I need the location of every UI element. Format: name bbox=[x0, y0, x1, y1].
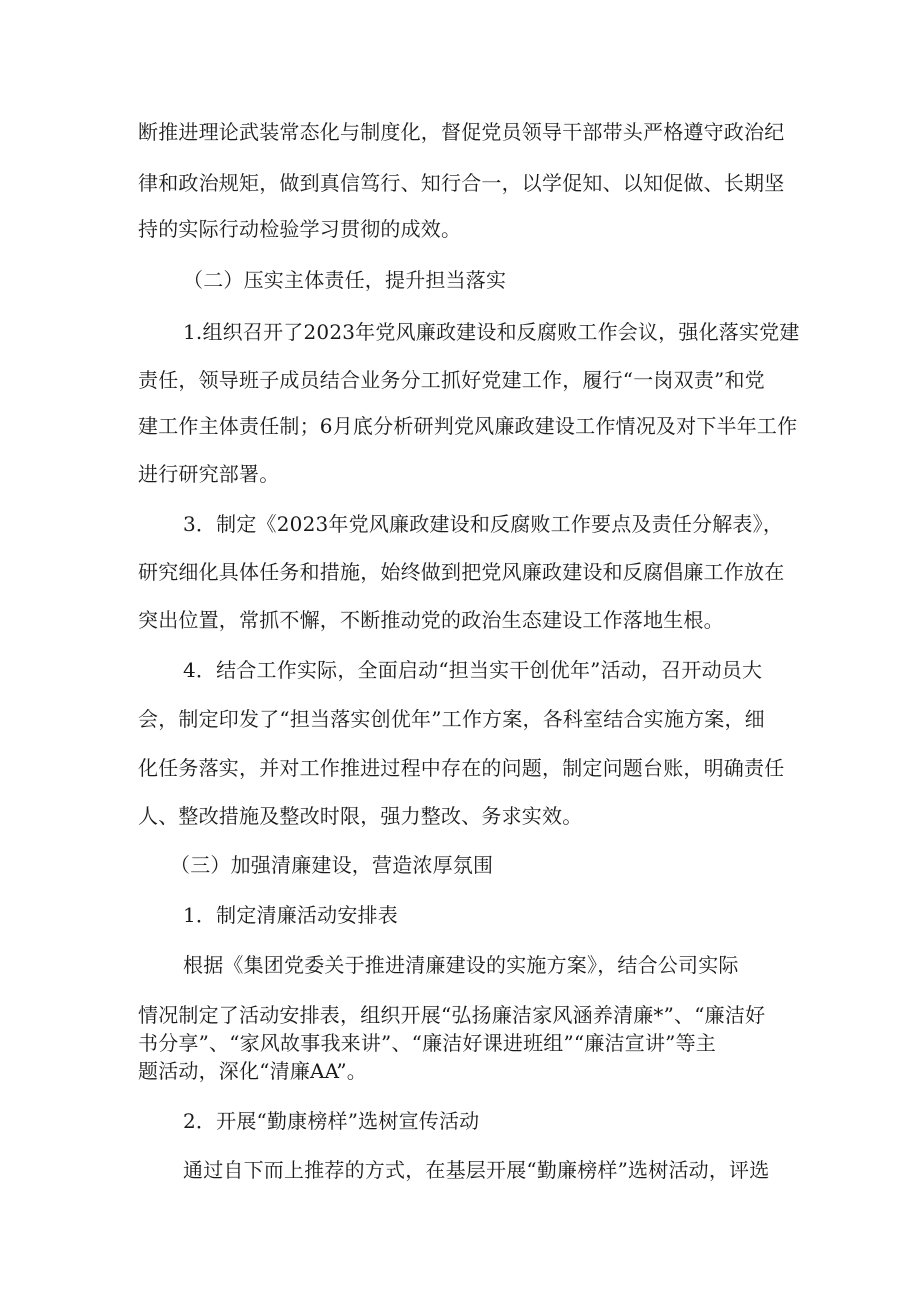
text-line: 通过自下而上推荐的方式，在基层开展“勤廉榜样”选树活动，评选 bbox=[183, 1158, 770, 1182]
text-line: 题活动，深化“清廉AA”。 bbox=[138, 1059, 367, 1083]
text-line: 责任，领导班子成员结合业务分工抓好党建工作，履行“一岗双责”和党 bbox=[138, 368, 765, 392]
text-line: 2．开展“勤康榜样”选树宣传活动 bbox=[183, 1109, 480, 1133]
text-line: 3．制定《2023年党风廉政建设和反腐败工作要点及责任分解表》， bbox=[183, 512, 784, 536]
text-line: 突出位置，常抓不懈，不断推动党的政治生态建设工作落地生根。 bbox=[138, 608, 724, 632]
section-heading: （二）压实主体责任，提升担当落实 bbox=[183, 268, 507, 292]
section-heading: （三）加强清廉建设，营造浓厚氛围 bbox=[170, 853, 494, 877]
text-line: 进行研究部署。 bbox=[138, 462, 280, 486]
text-line: 会，制定印发了“担当落实创优年”工作方案，各科室结合实施方案，细 bbox=[138, 707, 765, 731]
text-line: 持的实际行动检验学习贯彻的成效。 bbox=[138, 217, 462, 241]
text-line: 根据《集团党委关于推进清廉建设的实施方案》，结合公司实际 bbox=[183, 953, 739, 977]
text-line: 1.组织召开了2023年党风廉政建设和反腐败工作会议，强化落实党建 bbox=[183, 320, 800, 344]
text-line: 律和政治规矩，做到真信笃行、知行合一，以学促知、以知促做、长期坚 bbox=[138, 171, 785, 195]
text-line: 断推进理论武装常态化与制度化，督促党员领导干部带头严格遵守政治纪 bbox=[138, 120, 785, 144]
text-line: 书分享”、“家风故事我来讲”、“廉洁好课进班组”“廉洁宣讲”等主 bbox=[138, 1031, 716, 1055]
text-line: 人、整改措施及整改时限，强力整改、务求实效。 bbox=[138, 804, 583, 828]
text-line: 情况制定了活动安排表，组织开展“弘扬廉洁家风涵养清廉*”、“廉洁好 bbox=[138, 1003, 766, 1027]
text-line: 化任务落实，并对工作推进过程中存在的问题，制定问题台账，明确责任 bbox=[138, 756, 785, 780]
text-line: 4．结合工作实际，全面启动“担当实干创优年”活动，召开动员大 bbox=[183, 658, 763, 682]
text-line: 1．制定清廉活动安排表 bbox=[183, 903, 398, 927]
text-line: 研究细化具体任务和措施，始终做到把党风廉政建设和反腐倡廉工作放在 bbox=[138, 560, 785, 584]
text-line: 建工作主体责任制；6月底分析研判党风廉政建设工作情况及对下半年工作 bbox=[138, 414, 798, 438]
